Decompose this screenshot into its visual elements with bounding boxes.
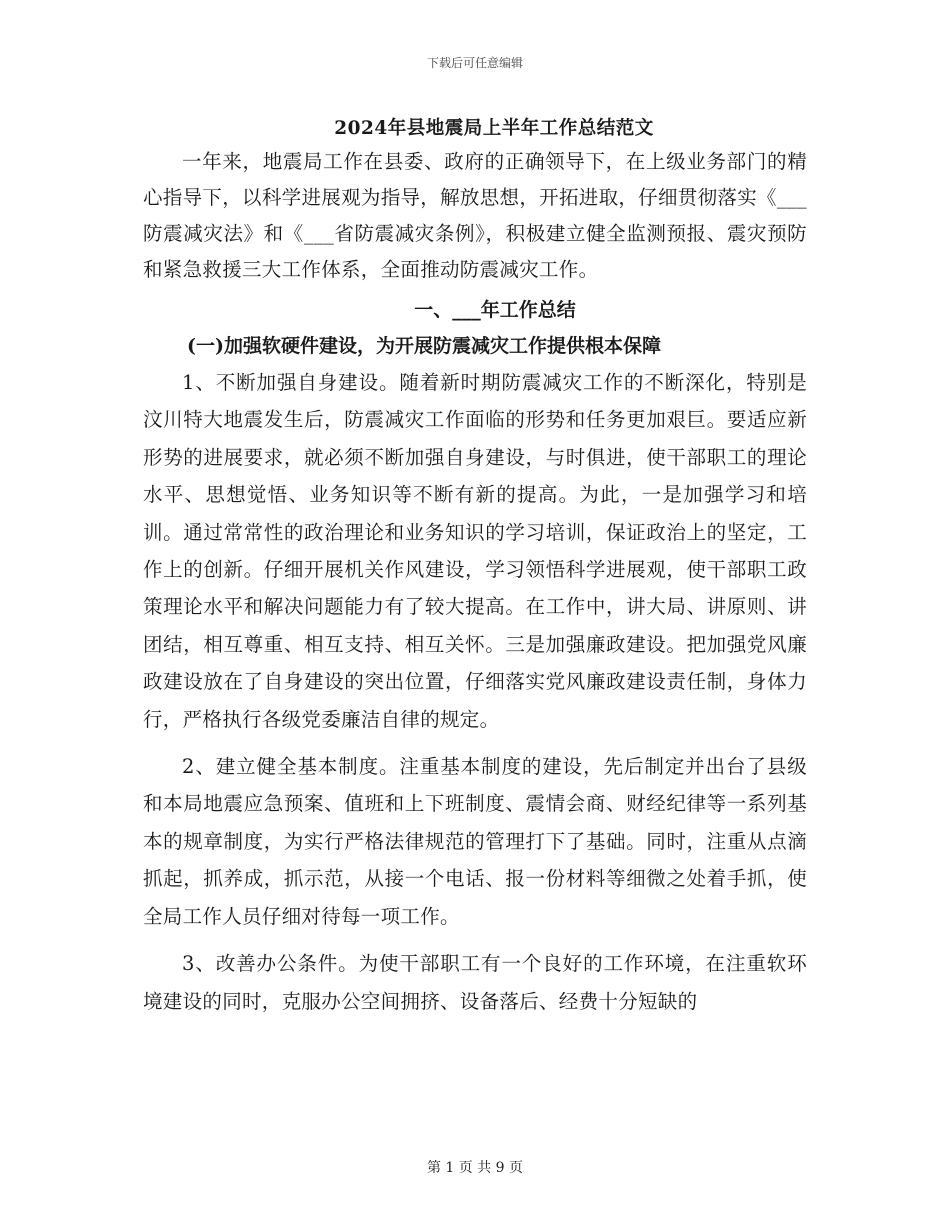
intro-paragraph: 一年来，地震局工作在县委、政府的正确领导下，在上级业务部门的精心指导下，以科学进展观为指导，解放思想，开拓进取，仔细贯彻落实《___防震减灾法》和《___省防震减灾条例》，积极建立健全监测预报、震灾预防和紧急救援三大工作体系，全面推动防震减灾工作。 bbox=[143, 150, 807, 281]
document-body bbox=[143, 114, 807, 1020]
subsection-heading: (一)加强软硬件建设，为开展防震减灾工作提供根本保障 bbox=[187, 335, 661, 357]
paragraph-3: 3、改善办公条件。为使干部职工有一个良好的工作环境，在注重软环境建设的同时，克服办公空间拥挤、设备落后、经费十分短缺的 bbox=[143, 952, 807, 1013]
section-heading: 一、___年工作总结 bbox=[414, 299, 576, 321]
paragraph-2: 2、建立健全基本制度。注重基本制度的建设，先后制定并出台了县级和本局地震应急预案、值班和上下班制度、震情会商、财经纪律等一系列基本的规章制度，为实行严格法律规范的管理打下了基础。同时，注重从点滴抓起，抓养成，抓示范，从接一个电话、报一份材料等细微之处着手抓，使全局工作人员仔细对待每一项工作。 bbox=[143, 755, 807, 928]
paragraph-gap bbox=[143, 935, 807, 945]
page-number: 第 1 页 共 9 页 bbox=[426, 1160, 524, 1176]
header-note: 下载后可任意编辑 bbox=[426, 56, 523, 70]
paragraph-1: 1、不断加强自身建设。随着新时期防震减灾工作的不断深化，特别是汶川特大地震发生后，防震减灾工作面临的形势和任务更加艰巨。要适应新形势的进展要求，就必须不断加强自身建设，与时俱进，使干部职工的理论水平、思想觉悟、业务知识等不断有新的提高。为此，一是加强学习和培训。通过常常性的政治理论和业务知识的学习培训，保证政治上的坚定，工作上的创新。仔细开展机关作风建设，学习领悟科学进展观，使干部职工政策理论水平和解决问题能力有了较大提高。在工作中，讲大局、讲原则、讲团结，相互尊重、相互支持、相互关怀。三是加强廉政建设。把加强党风廉政建设放在了自身建设的突出位置，仔细落实党风廉政建设责任制，身体力行，严格执行各级党委廉洁自律的规定。 bbox=[143, 371, 807, 731]
paragraph-gap bbox=[143, 738, 807, 748]
document-title: 2024年县地震局上半年工作总结范文 bbox=[334, 118, 654, 139]
